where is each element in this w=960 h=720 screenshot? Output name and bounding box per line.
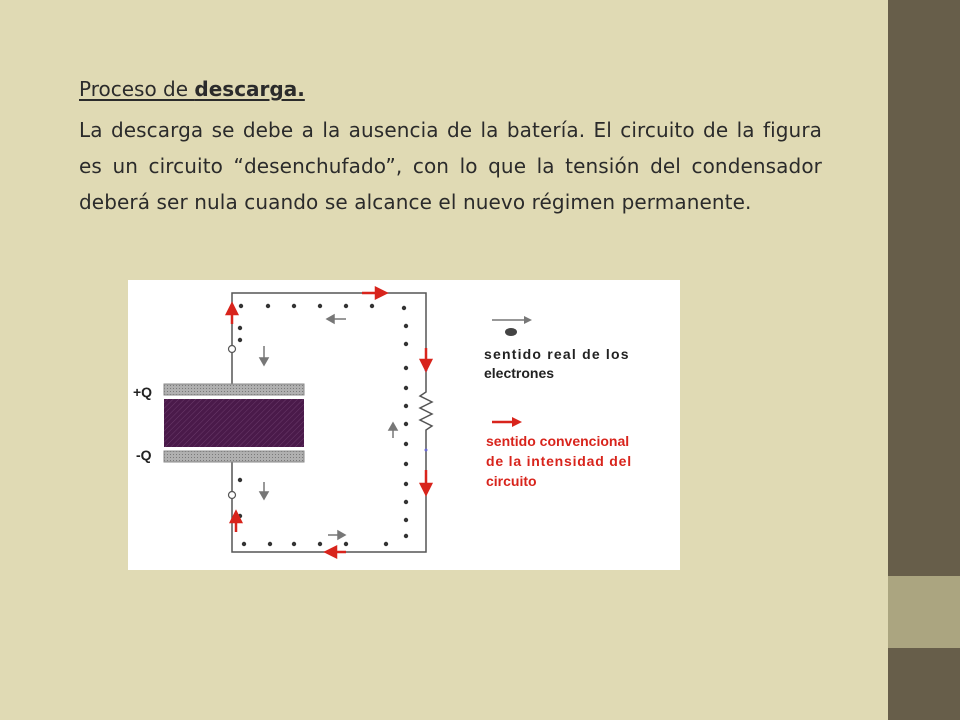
bottom-plate — [164, 451, 304, 462]
resistor — [418, 369, 434, 456]
bottom-terminal — [229, 492, 236, 499]
legend-electrons-line2: electrones — [484, 365, 555, 381]
plus-q-label: +Q — [133, 384, 153, 400]
top-plate — [164, 384, 304, 395]
dielectric — [164, 399, 304, 447]
legend-electrons-line1: sentido real de los — [484, 346, 630, 362]
legend-current-symbol — [492, 417, 522, 427]
legend-electron-symbol — [492, 316, 532, 336]
slide-paragraph: La descarga se debe a la ausencia de la batería. El circuito de la figura es un circuito “desenchufado”, con lo que la tensión del condensador deberá ser nula cuando se alcance el nuevo régimen permanente. — [79, 118, 822, 214]
sidebar-accent-bottom — [888, 648, 960, 720]
minus-q-label: -Q — [136, 447, 152, 463]
circuit-diagram — [128, 280, 680, 570]
heading-bold: descarga. — [194, 77, 305, 101]
top-terminal — [229, 346, 236, 353]
sidebar-accent-top — [888, 0, 960, 576]
circuit-figure — [128, 280, 680, 570]
slide-heading — [79, 74, 305, 104]
legend-current-line3: circuito — [486, 473, 537, 489]
heading-prefix: Proceso de — [79, 77, 195, 101]
legend-current-line1: sentido convencional — [486, 433, 630, 449]
sidebar-accent-middle — [888, 576, 960, 648]
legend-current-line2: de la intensidad del — [486, 453, 632, 469]
